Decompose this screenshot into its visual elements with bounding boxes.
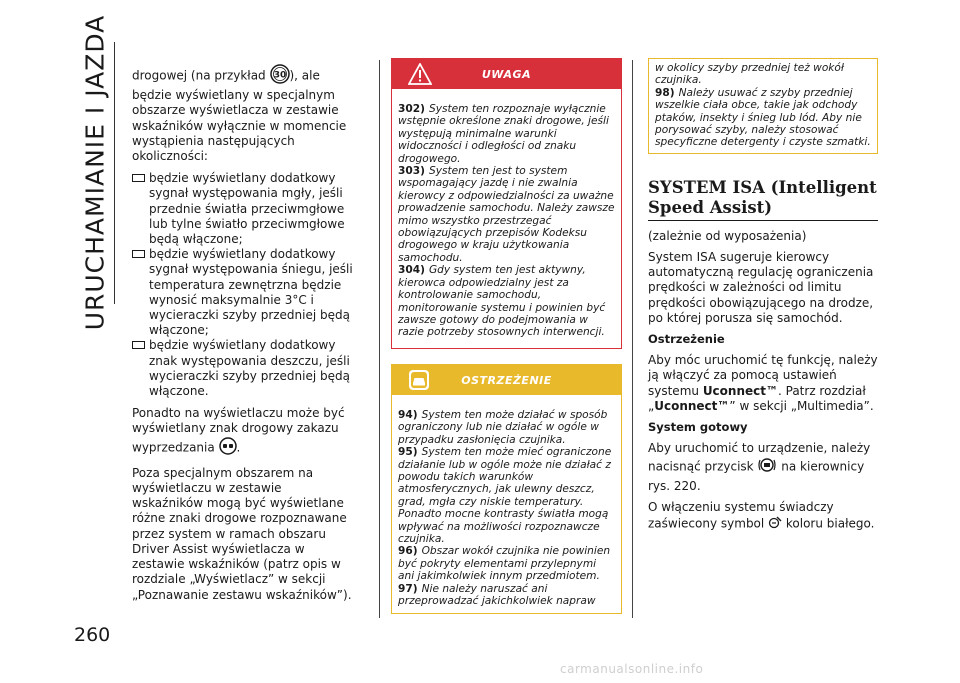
text-span: na kierownicy rys. 220. [648,460,865,493]
car-caution-icon [408,369,430,394]
subheading-warning: Ostrzeżenie [648,332,725,347]
caution-body [392,407,621,612]
watermark-text: carmanualsonline.info [560,662,704,676]
isa-steering-button-icon [757,456,777,478]
caution-item [655,62,871,87]
item-text: System ten jest to system wspomagający jazdę i nie zwalnia kierowcy z odpowiedzialności za uważne prowadzenie samochodu. Należy zawsze mimo wszystko przestrzegać obowiązujących przepisów Kodeksu drogowego w kraju użytkowania samochodu. [398,165,615,264]
text-span: Aby uruchomić to urządzenie, należy nacisnąć przycisk [648,441,871,475]
bullet-box-icon [132,174,145,182]
item-text: Należy usuwać z szyby przedniej wszelkie ciała obce, takie jak odchody ptaków, insekty i śnieg lub lód. Aby nie porysować szyby, należy stosować specyficzne detergenty i czyste szmatki. [655,86,871,149]
warning-triangle-icon [408,63,432,88]
speed-limit-value: 30 [273,70,286,81]
no-overtaking-icon [219,437,237,459]
caution-header [392,365,621,395]
item-number: 97) [398,582,418,595]
paragraph-isa-description: System ISA sugeruje kierowcy automatyczną regulację ograniczenia prędkości w zależności od limitu prędkości obowiązującego na drodze, po której porusza się samochód. [648,250,874,325]
bullet-item [132,338,354,399]
item-number: 303) [398,165,425,178]
item-number: 304) [398,264,425,277]
caution-item [655,87,871,149]
isa-symbol-icon [768,515,782,533]
text-bold: Uconnect™ [702,383,778,398]
text-span: ), ale będzie wyświetlany w specjalnym obszarze wyświetlacza w zestawie wskaźników wyłącznie w momencie wystąpienia następujących okoliczności: [132,68,347,164]
speed-limit-30-icon [270,64,290,88]
caution-item [398,409,615,446]
subheading-system-ready: System gotowy [648,420,748,435]
warning-item [398,103,615,165]
warning-body [392,101,621,343]
paragraph-speed-sign [132,64,354,164]
paragraph-button [648,441,878,494]
text-span: koloru białego. [785,516,875,531]
item-text: System ten rozpoznaje wyłącznie wstępnie określone znaki drogowe, jeśli występują minimalne warunki widoczności i odległości od znaku drogowego. [398,103,609,165]
warning-item [398,165,615,264]
item-text: w okolicy szyby przedniej też wokół czujnika. [655,62,844,87]
caution-continued-body [649,59,877,153]
text-span: . Patrz rozdział „ [648,383,866,413]
bullet-text: będzie wyświetlany dodatkowy znak występowania deszczu, jeśli wycieraczki szyby przedniej będą włączone. [149,338,350,399]
item-text: Obszar wokół czujnika nie powinien być pokryty elementami przylepnymi ani jakimkolwiek innym przedmiotem. [398,545,611,583]
bullet-box-icon [132,250,145,258]
paragraph-driver-assist: Poza specjalnym obszarem na wyświetlaczu w zestawie wskaźników mogą być wyświetlane różne znaki drogowe rozpoznawane przez system w ramach obszaru Driver Assist wyświetlacza w zestawie wskaźników (patrz opis w rozdziale „Wyświetlacz” w sekcji „Poznawanie zestawu wskaźników”). [132,465,352,602]
item-number: 95) [398,446,418,459]
caution-item [398,446,615,545]
chapter-divider [114,42,115,304]
caution-title: OSTRZEŻENIE [461,373,552,387]
text-span: . [236,440,241,455]
warning-box [391,58,622,349]
warning-header [392,59,621,89]
text-span: Ponadto na wyświetlaczu może być wyświetlany znak drogowy zakazu wyprzedzania [132,406,345,455]
section-title: SYSTEM ISA (Intelligent Speed Assist) [648,178,878,221]
paragraph-no-overtaking [132,406,354,459]
chapter-title-text: URUCHAMIANIE I JAZDA [80,14,110,330]
paragraph-symbol [648,500,878,533]
text-span: drogowej (na przykład [132,68,266,83]
text-span: ” w sekcji „Multimedia”. [729,398,874,413]
column-divider-1 [379,60,380,618]
item-number: 94) [398,409,418,421]
caution-item [398,583,615,608]
text-column-3 [648,58,878,539]
text-column-1 [132,64,354,610]
bullet-text: będzie wyświetlany dodatkowy sygnał występowania mgły, jeśli przednie światła przeciwmgłowe lub tylne światło przeciwmgłowe będą włączone; [149,171,345,247]
text-span: Aby móc uruchomić tę funkcję, należy ją włączyć za pomocą ustawień systemu [648,353,878,398]
bullet-item [132,171,354,247]
bullet-item [132,247,354,338]
bullet-box-icon [132,341,145,349]
column-divider-2 [632,60,633,618]
caution-item [398,545,615,582]
item-text: Nie należy naruszać ani przeprowadzać jakichkolwiek napraw [398,582,596,608]
item-number: 96) [398,545,418,558]
warning-item [398,264,615,338]
item-text: System ten może mieć ograniczone działanie lub w ogóle może nie działać z powodu takich warunków atmosferycznych, jak ulewny deszcz, grad, mgła czy niskie temperatury. Ponadto mocne kontrasty światła mogą wpływać na możliwości rozpoznawcze czujnika. [398,446,612,546]
caution-box [391,364,622,614]
paragraph-activation [648,353,878,414]
warning-title: UWAGA [481,67,532,81]
page-number: 260 [74,624,111,646]
paragraph-availability: (zależnie od wyposażenia) [648,228,807,243]
bullet-text: będzie wyświetlany dodatkowy sygnał występowania śniegu, jeśli temperatura zewnętrzna będzie wynosić maksymalnie 3°C i wycieraczki szyby przedniej będą włączone; [149,247,353,338]
text-span: O włączeniu systemu świadczy zaświecony symbol [648,499,834,531]
caution-box-continued [648,58,878,154]
item-number: 98) [655,86,675,99]
text-bold: Uconnect™ [654,398,730,413]
item-number: 302) [398,103,425,115]
item-text: System ten może działać w sposób ograniczony lub nie działać w ogóle w przypadku zasłonięcia czujnika. [398,409,608,446]
chapter-side-title [78,14,112,330]
item-text: Gdy system ten jest aktywny, kierowca odpowiedzialny jest za kontrolowanie samochodu, monitorowanie systemu i powinien być zawsze gotowy do podejmowania w razie potrzeby stosownych interwencji. [398,264,606,339]
